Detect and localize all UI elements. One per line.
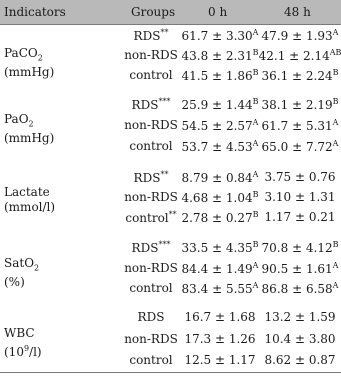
table-row: RDS*** $25.9 \pm 1.44^B$ $38.1 \pm 2.19^B$ [131, 97, 339, 112]
table-row: control $83.4 \pm 5.55^A$ $86.8 \pm 6.58^A$ [129, 281, 339, 296]
table-row: control $41.5 \pm 1.86^B$ $36.1 \pm 2.24^B$ [129, 68, 339, 83]
indicator-label: Lactate (mmol/l) [4, 185, 56, 214]
table-row: RDS** $8.79 \pm 0.84^A$ 3.75 ± 0.76 [133, 170, 336, 185]
table-row: RDS 16.7 ± 1.68 13.2 ± 1.59 [137, 310, 336, 324]
indicator-label: SatO$_2$ (%) [4, 256, 40, 290]
table-row: control 12.5 ± 1.17 8.62 ± 0.87 [129, 353, 336, 367]
indicator-label: PaO$_2$ (mmHg) [4, 112, 55, 146]
indicator-label: PaCO$_2$ (mmHg) [4, 46, 55, 80]
table-header [0, 0, 341, 24]
table-row: non-RDS $4.68 \pm 1.04^B$ 3.10 ± 1.31 [124, 190, 336, 205]
header-rule [0, 24, 341, 25]
table-row: RDS*** $33.5 \pm 4.35^B$ $70.8 \pm 4.12^B$ [131, 240, 339, 255]
header-0h: 0 h [208, 5, 228, 19]
table-row: control $53.7 \pm 4.53^A$ $65.0 \pm 7.72^A$ [129, 139, 339, 154]
table-row: non-RDS $43.8 \pm 2.31^B$ $42.1 \pm 2.14^{AB}$ [124, 48, 341, 63]
header-indicators: Indicators [4, 5, 66, 19]
header-groups: Groups [131, 5, 176, 19]
table-row: non-RDS $54.5 \pm 2.57^A$ $61.7 \pm 5.31^A$ [124, 118, 339, 133]
indicator-label: WBC $(10^9/l)$ [4, 326, 42, 359]
table-row: control** $2.78 \pm 0.27^B$ 1.17 ± 0.21 [125, 210, 336, 225]
table-row: non-RDS $84.4 \pm 1.49^A$ $90.5 \pm 1.61^A$ [124, 261, 339, 276]
table-bottom-rule [0, 372, 341, 373]
header-48h: 48 h [284, 5, 311, 19]
table-row: RDS** $61.7 \pm 3.30^A$ $47.9 \pm 1.93^A$ [133, 28, 339, 43]
table-row: non-RDS 17.3 ± 1.26 10.4 ± 3.80 [124, 332, 336, 346]
